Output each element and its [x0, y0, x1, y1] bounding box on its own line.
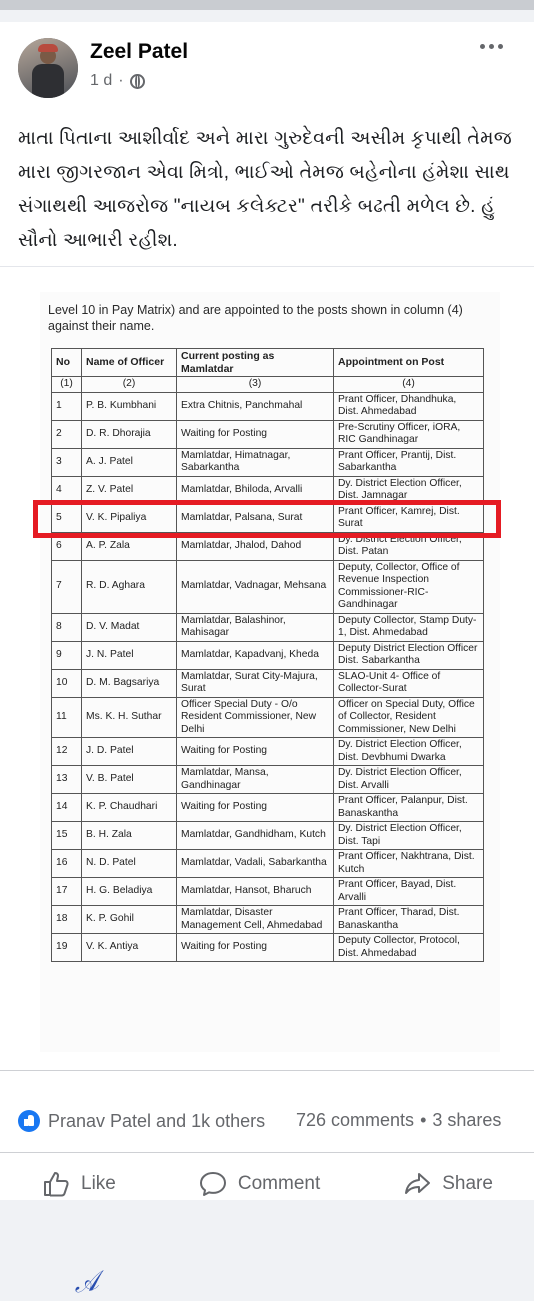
- appointment-cell: Dy. District Election Officer, Dist. Patan: [334, 532, 484, 560]
- current-posting-cell: Mamlatdar, Balashinor, Mahisagar: [177, 613, 334, 641]
- current-posting-cell: Mamlatdar, Mansa, Gandhinagar: [177, 766, 334, 794]
- appointment-cell: Officer on Special Duty, Office of Collector, Resident Commissioner, New Delhi: [334, 697, 484, 738]
- posting-table: [51, 348, 484, 962]
- appointment-cell: Dy. District Election Officer, Dist. Jamnagar: [334, 476, 484, 504]
- comment-label: Comment: [237, 1173, 321, 1194]
- table-row: [52, 669, 484, 697]
- table-row: [52, 613, 484, 641]
- current-posting-cell: Waiting for Posting: [177, 794, 334, 822]
- table-row: [52, 392, 484, 420]
- author-name[interactable]: Zeel Patel: [90, 40, 189, 63]
- table-row: [52, 906, 484, 934]
- highlight-box: [33, 500, 501, 538]
- comment-icon: [198, 1169, 228, 1199]
- stats-dot: •: [420, 1110, 427, 1130]
- table-row: [52, 448, 484, 476]
- table-row: [52, 697, 484, 738]
- current-posting-cell: Mamlatdar, Palsana, Surat: [177, 504, 334, 532]
- current-posting-cell: Mamlatdar, Gandhidham, Kutch: [177, 822, 334, 850]
- current-posting-cell: Mamlatdar, Vadali, Sabarkantha: [177, 850, 334, 878]
- row-number-cell: 11: [52, 697, 82, 738]
- current-posting-cell: Mamlatdar, Kapadvanj, Kheda: [177, 641, 334, 669]
- appointment-cell: Prant Officer, Dhandhuka, Dist. Ahmedabad: [334, 392, 484, 420]
- current-posting-cell: Mamlatdar, Himatnagar, Sabarkantha: [177, 448, 334, 476]
- current-posting-cell: Waiting for Posting: [177, 934, 334, 962]
- post-meta: [90, 72, 145, 90]
- row-number-cell: 17: [52, 878, 82, 906]
- share-button[interactable]: [402, 1169, 493, 1199]
- table-header-cell: No: [52, 349, 82, 377]
- post-card: [0, 22, 534, 1300]
- table-header-cell: Current posting as Mamlatdar: [177, 349, 334, 377]
- current-posting-cell: Mamlatdar, Disaster Management Cell, Ahmedabad: [177, 906, 334, 934]
- appointment-cell: Dy. District Election Officer, Dist. Arvalli: [334, 766, 484, 794]
- signature-mark: 𝒜: [71, 1266, 101, 1300]
- officer-name-cell: N. D. Patel: [82, 850, 177, 878]
- table-row: [52, 822, 484, 850]
- officer-name-cell: D. M. Bagsariya: [82, 669, 177, 697]
- current-posting-cell: Mamlatdar, Jhalod, Dahod: [177, 532, 334, 560]
- caption-divider: [0, 266, 534, 267]
- officer-name-cell: V. K. Antiya: [82, 934, 177, 962]
- post-time[interactable]: 1 d: [90, 72, 113, 89]
- current-posting-cell: Mamlatdar, Hansot, Bharuch: [177, 878, 334, 906]
- row-number-cell: 7: [52, 560, 82, 613]
- row-number-cell: 5: [52, 504, 82, 532]
- table-row: [52, 560, 484, 613]
- action-divider: [0, 1152, 534, 1153]
- officer-name-cell: A. J. Patel: [82, 448, 177, 476]
- current-posting-cell: Waiting for Posting: [177, 738, 334, 766]
- row-number-cell: 8: [52, 613, 82, 641]
- officer-name-cell: H. G. Beladiya: [82, 878, 177, 906]
- table-header-cell: Name of Officer: [82, 349, 177, 377]
- table-row: [52, 766, 484, 794]
- reaction-summary[interactable]: [18, 1110, 265, 1132]
- row-number-cell: 10: [52, 669, 82, 697]
- row-number-cell: 1: [52, 392, 82, 420]
- officer-name-cell: D. R. Dhorajia: [82, 420, 177, 448]
- appointment-cell: Prant Officer, Nakhtrana, Dist. Kutch: [334, 850, 484, 878]
- share-label: Share: [442, 1173, 493, 1194]
- officer-name-cell: K. P. Gohil: [82, 906, 177, 934]
- globe-icon: [130, 74, 145, 89]
- top-scroll-bar: [0, 0, 534, 10]
- like-reaction-icon: [18, 1110, 40, 1132]
- appointment-cell: Pre-Scrutiny Officer, iORA, RIC Gandhinagar: [334, 420, 484, 448]
- current-posting-cell: Extra Chitnis, Panchmahal: [177, 392, 334, 420]
- officer-name-cell: J. D. Patel: [82, 738, 177, 766]
- appointment-cell: Deputy District Election Officer Dist. Sabarkantha: [334, 641, 484, 669]
- action-bar: [0, 1164, 534, 1204]
- officer-name-cell: Z. V. Patel: [82, 476, 177, 504]
- comment-button[interactable]: [198, 1169, 320, 1199]
- thumbs-up-icon: [41, 1169, 71, 1199]
- officer-name-cell: V. B. Patel: [82, 766, 177, 794]
- table-index-row: [52, 377, 484, 393]
- table-header-row: [52, 349, 484, 377]
- like-label: Like: [81, 1173, 116, 1194]
- row-number-cell: 2: [52, 420, 82, 448]
- row-number-cell: 16: [52, 850, 82, 878]
- table-row: [52, 934, 484, 962]
- table-row: [52, 878, 484, 906]
- row-number-cell: 19: [52, 934, 82, 962]
- appointment-cell: Deputy Collector, Protocol, Dist. Ahmedabad: [334, 934, 484, 962]
- share-count[interactable]: 3 shares: [432, 1110, 502, 1130]
- table-index-cell: (1): [52, 377, 82, 393]
- current-posting-cell: Waiting for Posting: [177, 420, 334, 448]
- appointment-cell: Dy. District Election Officer, Dist. Tapi: [334, 822, 484, 850]
- meta-separator: ·: [118, 72, 124, 89]
- row-number-cell: 14: [52, 794, 82, 822]
- image-divider: [0, 1070, 534, 1071]
- share-arrow-icon: [402, 1169, 432, 1199]
- officer-name-cell: K. P. Chaudhari: [82, 794, 177, 822]
- appointment-cell: SLAO-Unit 4- Office of Collector-Surat: [334, 669, 484, 697]
- row-number-cell: 3: [52, 448, 82, 476]
- author-avatar[interactable]: [18, 38, 78, 98]
- appointment-cell: Prant Officer, Tharad, Dist. Banaskantha: [334, 906, 484, 934]
- appointment-cell: Prant Officer, Palanpur, Dist. Banaskantha: [334, 794, 484, 822]
- table-header-cell: Appointment on Post: [334, 349, 484, 377]
- officer-name-cell: Ms. K. H. Suthar: [82, 697, 177, 738]
- table-index-cell: (2): [82, 377, 177, 393]
- appointment-cell: Deputy, Collector, Office of Revenue Inspection Commissioner-RIC-Gandhinagar: [334, 560, 484, 613]
- officer-name-cell: A. P. Zala: [82, 532, 177, 560]
- current-posting-cell: Mamlatdar, Bhiloda, Arvalli: [177, 476, 334, 504]
- officer-name-cell: B. H. Zala: [82, 822, 177, 850]
- appointment-cell: Dy. District Election Officer, Dist. Devbhumi Dwarka: [334, 738, 484, 766]
- table-row: [52, 794, 484, 822]
- reaction-text: Pranav Patel and 1k others: [48, 1110, 266, 1131]
- row-number-cell: 4: [52, 476, 82, 504]
- table-row: [52, 641, 484, 669]
- officer-name-cell: R. D. Aghara: [82, 560, 177, 613]
- appointment-cell: Prant Officer, Bayad, Dist. Arvalli: [334, 878, 484, 906]
- table-row: [52, 850, 484, 878]
- current-posting-cell: Officer Special Duty - O/o Resident Commissioner, New Delhi: [177, 697, 334, 738]
- row-number-cell: 9: [52, 641, 82, 669]
- appointment-cell: Prant Officer, Kamrej, Dist. Surat: [334, 504, 484, 532]
- post-caption: માતા પિતાના આશીર્વાદ અને મારા ગુરુદેવની અસીમ કૃપાથી તેમજ મારા જીગરજાન એવા મિત્રો, ભાઈઓ તેમજ બહેનોના હંમેશા સાથ સંગાથથી આજરોજ "નાયબ કલેક્ટર" તરીકે બઢતી મળેલ છે. હું સૌનો આભારી રહીશ.: [18, 128, 512, 251]
- row-number-cell: 13: [52, 766, 82, 794]
- avatar-turban: [38, 44, 58, 52]
- row-number-cell: 12: [52, 738, 82, 766]
- table-index-cell: (3): [177, 377, 334, 393]
- current-posting-cell: Mamlatdar, Surat City-Majura, Surat: [177, 669, 334, 697]
- table-index-cell: (4): [334, 377, 484, 393]
- officer-name-cell: P. B. Kumbhani: [82, 392, 177, 420]
- officer-name-cell: D. V. Madat: [82, 613, 177, 641]
- avatar-figure: [32, 64, 64, 98]
- more-options-icon[interactable]: [480, 44, 503, 49]
- appointment-cell: Prant Officer, Prantij, Dist. Sabarkantha: [334, 448, 484, 476]
- row-number-cell: 6: [52, 532, 82, 560]
- row-number-cell: 15: [52, 822, 82, 850]
- comment-count[interactable]: 726 comments: [296, 1110, 415, 1130]
- row-number-cell: 18: [52, 906, 82, 934]
- document-intro: Level 10 in Pay Matrix) and are appointed to the posts shown in column (4) against their name.: [48, 303, 463, 333]
- like-button[interactable]: [41, 1169, 116, 1199]
- officer-name-cell: V. K. Pipaliya: [82, 504, 177, 532]
- post-stats: [296, 1110, 501, 1131]
- current-posting-cell: Mamlatdar, Vadnagar, Mehsana: [177, 560, 334, 613]
- table-row: [52, 420, 484, 448]
- appointment-cell: Deputy Collector, Stamp Duty-1, Dist. Ahmedabad: [334, 613, 484, 641]
- table-row: [52, 738, 484, 766]
- officer-name-cell: J. N. Patel: [82, 641, 177, 669]
